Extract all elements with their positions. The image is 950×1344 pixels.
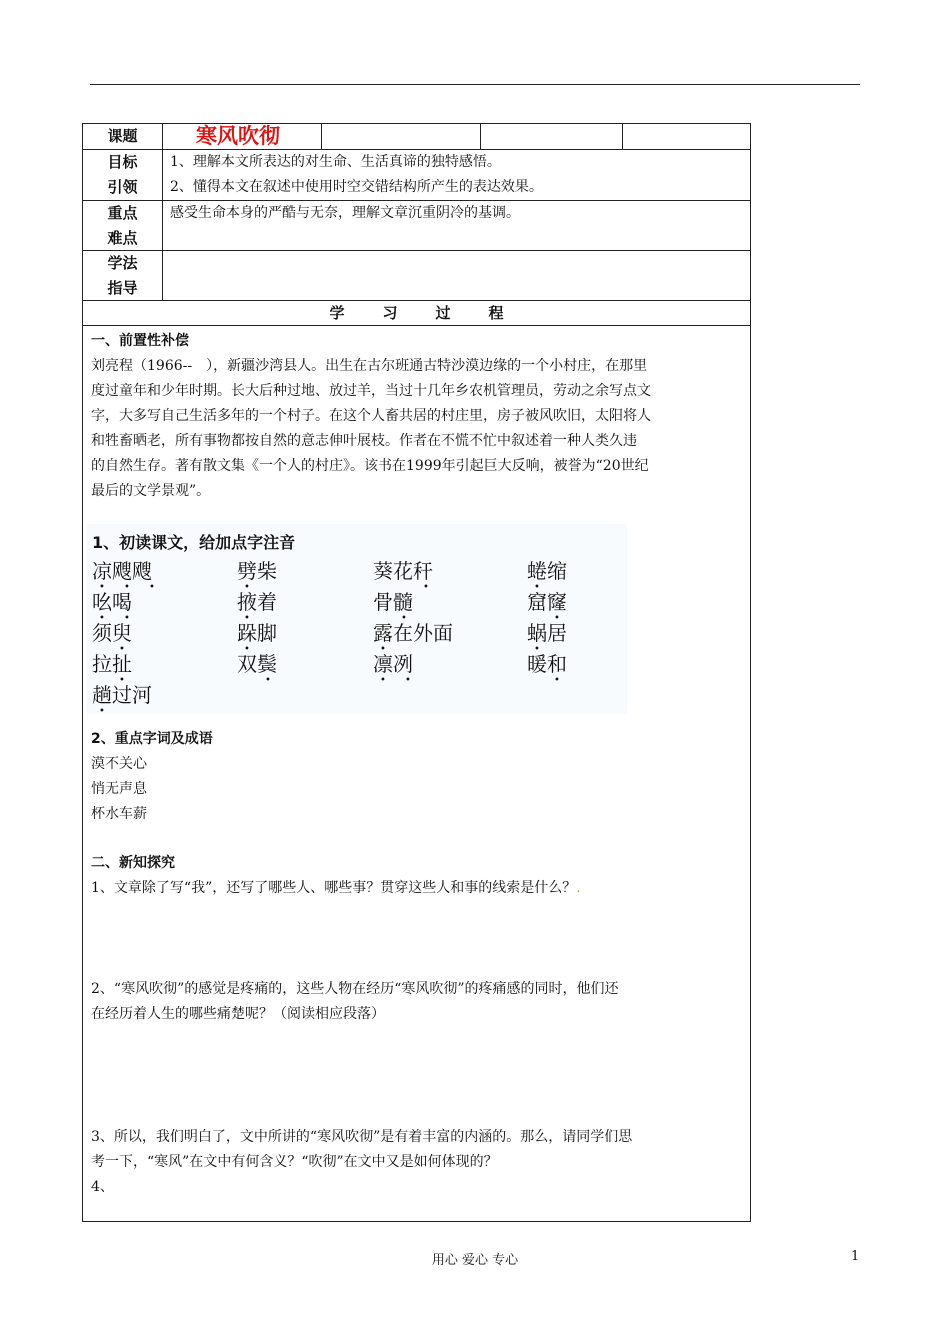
bio-line-6: 最后的文学景观”。 bbox=[91, 483, 211, 499]
vocab-word: 骨髓 bbox=[373, 590, 413, 614]
vocab-word: 吆喝 bbox=[92, 590, 132, 614]
emphasis-dots: • bbox=[119, 675, 125, 686]
vocab-image-title: 1、初读课文，给加点字注音 bbox=[92, 533, 296, 552]
emphasis-dots: • bbox=[99, 706, 105, 717]
lesson-table bbox=[82, 123, 751, 1222]
section1-heading: 一、前置性补偿 bbox=[91, 333, 189, 349]
idiom-item: 漠不关心 bbox=[91, 756, 147, 772]
emphasis-dots: • bbox=[380, 644, 386, 655]
emphasis-dots: • bbox=[534, 582, 540, 593]
emphasis-dots: • • • bbox=[99, 582, 155, 593]
goal-label-1: 目标 bbox=[107, 153, 138, 171]
goal-item-1: 1、理解本文所表达的对生命、生活真谛的独特感悟。 bbox=[170, 154, 501, 170]
emphasis-dots: • bbox=[534, 644, 540, 655]
vocab-word: 凛冽 bbox=[373, 652, 413, 676]
method-row bbox=[83, 251, 750, 301]
green-dot: . bbox=[576, 880, 581, 896]
vocab-word: 双鬓 bbox=[237, 652, 277, 676]
vocab-word: 蜷缩 bbox=[527, 559, 567, 583]
process-row bbox=[83, 301, 750, 326]
method-label-2: 指导 bbox=[107, 279, 138, 297]
vocab-word: 跺脚 bbox=[237, 621, 277, 645]
page-number: 1 bbox=[851, 1249, 860, 1264]
footer-text: 用心 爱心 专心 bbox=[431, 1253, 519, 1268]
key-text: 感受生命本身的严酷与无奈，理解文章沉重阴冷的基调。 bbox=[170, 205, 520, 221]
emphasis-dots: • bbox=[554, 613, 560, 624]
process-title: 学习过程 bbox=[329, 304, 542, 322]
emphasis-dots: • bbox=[244, 613, 250, 624]
vocab-word: 掖着 bbox=[237, 590, 277, 614]
goal-row bbox=[83, 150, 750, 201]
emphasis-dots: • bbox=[423, 582, 429, 593]
sub2-heading: 2、重点字词及成语 bbox=[91, 731, 213, 747]
header-rule bbox=[90, 84, 860, 85]
emphasis-dots: • bbox=[244, 582, 250, 593]
topic-label: 课题 bbox=[107, 127, 138, 145]
idiom-item: 悄无声息 bbox=[91, 781, 147, 797]
bio-line-3: 字，大多写自己生活多年的一个村子。在这个人畜共居的村庄里，房子被风吹旧，太阳将人 bbox=[91, 408, 651, 424]
bio-line-5: 的自然生存。著有散文集《一个人的村庄》。该书在1999年引起巨大反响，被誉为“20世纪 bbox=[91, 458, 649, 474]
vocab-word: 露在外面 bbox=[373, 621, 453, 645]
vocab-word: 窟窿 bbox=[527, 590, 567, 614]
question-3: 3、所以，我们明白了，文中所讲的“寒风吹彻”是有着丰富的内涵的。那么，请同学们思 考一下，“寒风”在文中有何含义？“吹彻”在文中又是如何体现的？ bbox=[91, 1129, 633, 1170]
vocab-word: 趟过河 bbox=[92, 683, 152, 707]
vocab-word: 劈柴 bbox=[237, 559, 277, 583]
emphasis-dots: • bbox=[265, 675, 271, 686]
key-row bbox=[83, 201, 750, 251]
author-bio bbox=[91, 354, 746, 504]
question-2: 2、“寒风吹彻”的感觉是疼痛的，这些人物在经历“寒风吹彻”的疼痛感的同时，他们还 在经历着人生的哪些痛楚呢？（阅读相应段落） bbox=[91, 981, 619, 1022]
vocab-word: 蜗居 bbox=[527, 621, 567, 645]
bio-line-4: 和牲畜晒老，所有事物都按自然的意志伸叶展枝。作者在不慌不忙中叙述着一种人类久违 bbox=[91, 433, 637, 449]
vocab-word: 拉扯 bbox=[92, 652, 132, 676]
section2-heading: 二、新知探究 bbox=[91, 855, 175, 871]
emphasis-dots: • bbox=[119, 644, 125, 655]
emphasis-dots: • • bbox=[99, 613, 130, 624]
question-1: 1、文章除了写“我”，还写了哪些人、哪些事？贯穿这些人和事的线索是什么？. bbox=[91, 880, 581, 896]
method-label-1: 学法 bbox=[107, 254, 138, 272]
lesson-title: 寒风吹彻 bbox=[196, 124, 280, 148]
emphasis-dots: • • bbox=[380, 675, 411, 686]
vocab-word: 凉飕飕 bbox=[92, 559, 152, 583]
key-label-2: 难点 bbox=[107, 229, 138, 247]
bio-line-2: 度过童年和少年时期。长大后种过地、放过羊，当过十几年乡农机管理员，劳动之余写点文 bbox=[91, 383, 651, 399]
vocab-word: 葵花秆 bbox=[373, 559, 433, 583]
goal-item-2: 2、懂得本文在叙述中使用时空交错结构所产生的表达效果。 bbox=[170, 179, 543, 195]
idiom-item: 杯水车薪 bbox=[91, 806, 147, 822]
emphasis-dots: • bbox=[554, 675, 560, 686]
topic-row bbox=[83, 124, 750, 150]
key-label-1: 重点 bbox=[107, 204, 138, 222]
idiom-list bbox=[91, 752, 746, 827]
vocab-word: 须臾 bbox=[92, 621, 132, 645]
question-4: 4、 bbox=[91, 1179, 114, 1195]
emphasis-dots: • bbox=[401, 613, 407, 624]
vocab-image bbox=[87, 524, 627, 717]
vocab-word: 暖和 bbox=[527, 652, 567, 676]
emphasis-dots: • bbox=[244, 644, 250, 655]
bio-line-1: 刘亮程（1966-- ），新疆沙湾县人。出生在古尔班通古特沙漠边缘的一个小村庄，在那里 bbox=[91, 358, 648, 374]
goal-label-2: 引领 bbox=[107, 178, 138, 196]
